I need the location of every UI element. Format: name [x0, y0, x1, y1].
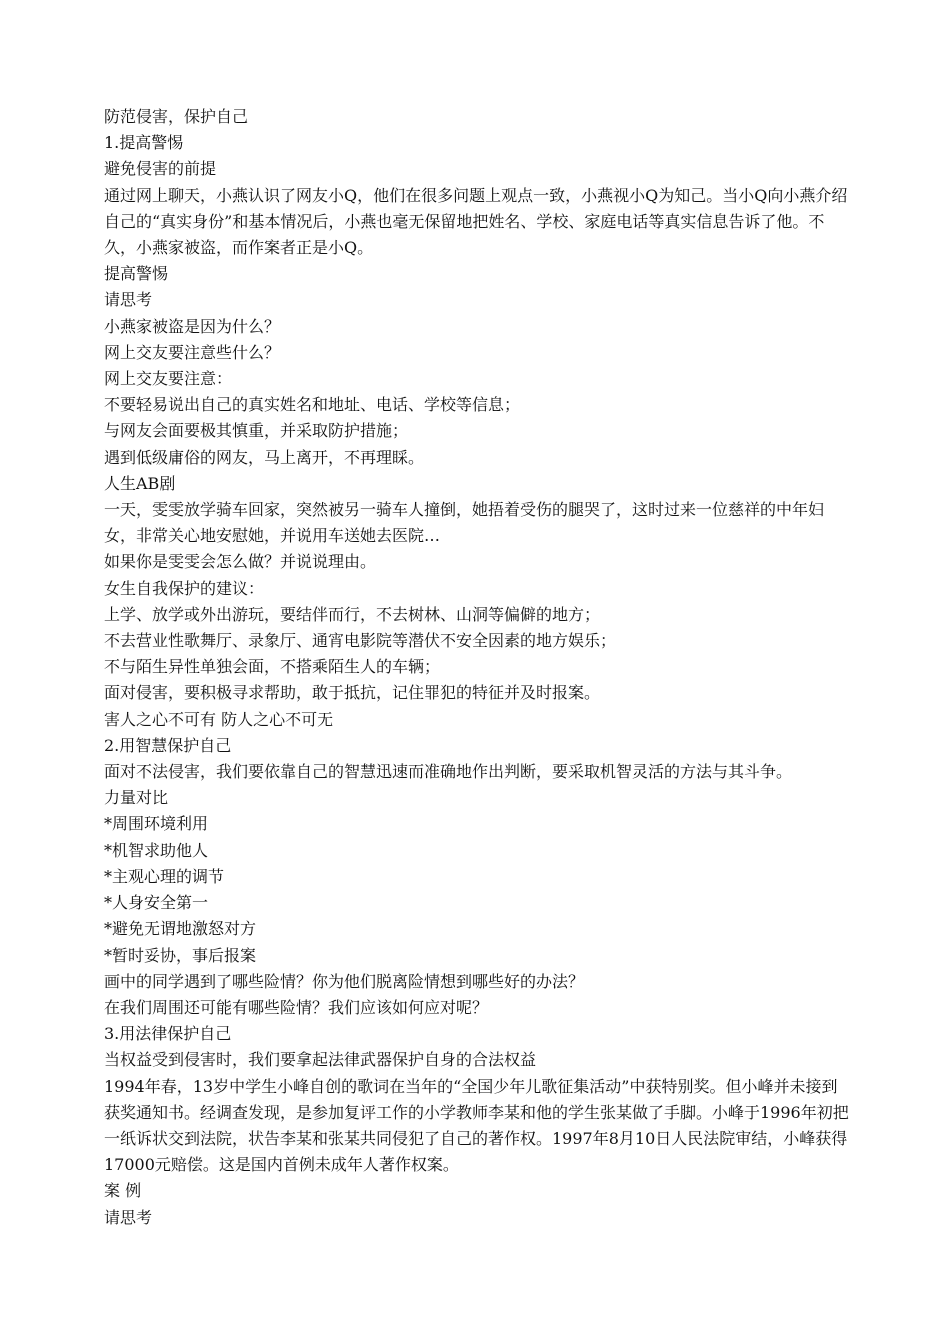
bullet-item: *主观心理的调节 [104, 866, 225, 886]
list-item: 不要轻易说出自己的真实姓名和地址、电话、学校等信息； [104, 395, 521, 415]
subheading: 力量对比 [104, 788, 169, 808]
subheading: 提高警惕 [104, 264, 169, 284]
document-title: 防范侵害，保护自己 [104, 107, 249, 126]
bullet-item: *避免无谓地激怒对方 [104, 919, 257, 939]
section-heading-1: 1.提高警惕 [104, 133, 184, 153]
case-label: 案 例 [104, 1181, 142, 1201]
bullet-item: *人身安全第一 [104, 893, 209, 913]
bullet-item: *周围环境利用 [104, 814, 209, 834]
proverb-line: 害人之心不可有 防人之心不可无 [104, 709, 334, 729]
prompt-heading: 请思考 [104, 1207, 153, 1227]
body-paragraph: 当权益受到侵害时，我们要拿起法律武器保护自身的合法权益 [104, 1050, 537, 1070]
question-line: 网上交友要注意些什么？ [104, 342, 281, 362]
question-line: 画中的同学遇到了哪些险情？你为他们脱离险情想到哪些好的办法？ [104, 971, 585, 991]
section-heading-3: 3.用法律保护自己 [104, 1024, 232, 1044]
list-item: 面对侵害，要积极寻求帮助，敢于抵抗，记住罪犯的特征并及时报案。 [104, 683, 601, 703]
list-item: 上学、放学或外出游玩，要结伴而行，不去树林、山洞等偏僻的地方； [104, 604, 601, 624]
list-heading: 女生自我保护的建议： [104, 578, 265, 598]
list-heading: 网上交友要注意： [104, 369, 233, 389]
list-item: 不与陌生异性单独会面，不搭乘陌生人的车辆； [104, 657, 441, 677]
section-heading-2: 2.用智慧保护自己 [104, 735, 232, 755]
bullet-item: *机智求助他人 [104, 840, 209, 860]
question-line: 如果你是雯雯会怎么做？并说说理由。 [104, 552, 377, 572]
question-line: 小燕家被盗是因为什么？ [104, 316, 281, 336]
list-item: 遇到低级庸俗的网友，马上离开，不再理睬。 [104, 447, 425, 467]
subheading: 避免侵害的前提 [104, 159, 217, 179]
prompt-heading: 请思考 [104, 290, 153, 310]
list-item: 不去营业性歌舞厅、录象厅、通宵电影院等潜伏不安全因素的地方娱乐； [104, 631, 617, 651]
body-paragraph: 面对不法侵害，我们要依靠自己的智慧迅速而准确地作出判断，要采取机智灵活的方法与其斗争。 [104, 762, 793, 782]
question-line: 在我们周围还可能有哪些险情？我们应该如何应对呢？ [104, 997, 489, 1017]
document-page [104, 104, 852, 1231]
case-paragraph: 1994年春，13岁中学生小峰自创的歌词在当年的“全国少年儿歌征集活动”中获特别奖。但小峰并未接到获奖通知书。经调查发现，是参加复评工作的小学教师李某和他的学生张某做了手脚。小峰于1996年初把一纸诉状交到法院，状告李某和张某共同侵犯了自己的著作权。1997年8月10日人民法院审结，小峰获得17000元赔偿。这是国内首例未成年人著作权案。 [104, 1076, 849, 1175]
bullet-item: *暂时妥协，事后报案 [104, 945, 257, 965]
subheading: 人生AB剧 [104, 473, 176, 493]
list-item: 与网友会面要极其慎重，并采取防护措施； [104, 421, 409, 441]
case-paragraph: 通过网上聊天，小燕认识了网友小Q，他们在很多问题上观点一致，小燕视小Q为知己。当小Q向小燕介绍自己的“真实身份”和基本情况后，小燕也毫无保留地把姓名、学校、家庭电话等真实信息告诉了他。不久，小燕家被盗，而作案者正是小Q。 [104, 185, 848, 258]
story-paragraph: 一天，雯雯放学骑车回家，突然被另一骑车人撞倒，她捂着受伤的腿哭了，这时过来一位慈祥的中年妇女，非常关心地安慰她，并说用车送她去医院… [104, 500, 825, 546]
